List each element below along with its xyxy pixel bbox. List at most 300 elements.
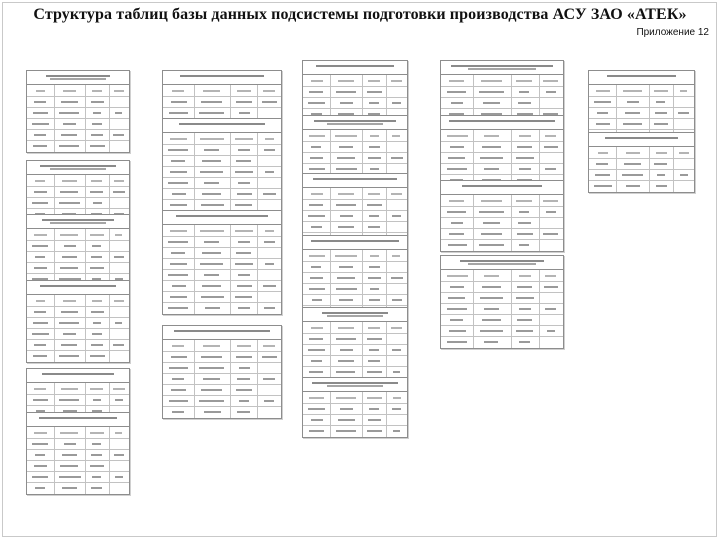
table-cell xyxy=(627,101,639,103)
table-cell xyxy=(204,149,219,151)
table-row-line xyxy=(303,163,407,164)
table-cell xyxy=(33,322,48,324)
table-cell xyxy=(64,443,76,445)
table-row-line xyxy=(163,155,281,156)
table-header-cell xyxy=(449,200,464,202)
table-row-line xyxy=(27,482,129,483)
table-row-line xyxy=(303,86,407,87)
table-header-cell xyxy=(481,80,502,82)
db-table-diagram xyxy=(302,377,408,438)
table-header-cell xyxy=(92,90,102,92)
table-column-line xyxy=(362,130,363,175)
table-cell xyxy=(115,112,122,114)
table-column-line xyxy=(539,75,540,120)
table-header-cell xyxy=(545,135,556,137)
table-cell xyxy=(517,319,532,321)
table-cell xyxy=(113,134,124,136)
table-cell xyxy=(114,256,124,258)
table-cell xyxy=(61,311,78,313)
table-cell xyxy=(171,252,185,254)
table-cell xyxy=(447,211,466,213)
table-column-line xyxy=(257,225,258,314)
table-cell xyxy=(59,355,79,357)
table-cell xyxy=(545,168,556,170)
table-row-line xyxy=(27,471,129,472)
table-column-line xyxy=(257,133,258,211)
table-cell xyxy=(392,102,401,104)
table-cell xyxy=(201,356,222,358)
table-row-line xyxy=(27,405,129,406)
table-header-cell xyxy=(172,345,184,347)
table-cell xyxy=(519,341,530,343)
table-row-line xyxy=(27,140,129,141)
table-cell xyxy=(200,263,223,265)
table-cell xyxy=(479,91,504,93)
table-row-line xyxy=(441,217,563,218)
table-cell xyxy=(34,311,46,313)
table-cell xyxy=(370,168,379,170)
table-column-line xyxy=(85,85,86,152)
table-row-line xyxy=(589,169,694,170)
table-cell xyxy=(482,319,501,321)
table-cell xyxy=(62,454,77,456)
table-row-line xyxy=(303,425,407,426)
table-cell xyxy=(63,333,76,335)
table-cell xyxy=(236,101,252,103)
table-row-line xyxy=(163,291,281,292)
table-header-cell xyxy=(114,300,124,302)
table-header-cell xyxy=(61,388,78,390)
table-cell xyxy=(172,378,184,380)
table-cell xyxy=(447,308,467,310)
table-cell xyxy=(61,101,78,103)
table-cell xyxy=(517,286,532,288)
document-title: Структура таблиц базы данных подсистемы подготовки производства АСУ ЗАО «АТЕК» xyxy=(33,6,687,23)
db-table-diagram xyxy=(440,115,564,187)
table-cell xyxy=(336,371,355,373)
table-cell xyxy=(517,233,533,235)
table-caption xyxy=(308,177,402,185)
table-cell xyxy=(370,288,379,290)
table-caption xyxy=(308,311,402,319)
table-cell xyxy=(597,112,608,114)
table-header-cell xyxy=(393,397,401,399)
table-header-cell xyxy=(63,90,76,92)
table-row-line xyxy=(441,281,563,282)
table-cell xyxy=(654,163,667,165)
table-caption xyxy=(594,74,689,82)
table-cell xyxy=(450,319,463,321)
table-header-cell xyxy=(309,397,324,399)
table-cell xyxy=(337,157,355,159)
table-row-line xyxy=(303,355,407,356)
table-header-cell xyxy=(34,234,47,236)
table-cell xyxy=(238,307,250,309)
table-row-line xyxy=(163,166,281,167)
table-column-line xyxy=(539,270,540,348)
table-cell xyxy=(239,367,250,369)
table-cell xyxy=(367,430,382,432)
table-cell xyxy=(368,277,381,279)
table-cell xyxy=(391,277,403,279)
table-cell xyxy=(519,91,529,93)
table-cell xyxy=(91,134,103,136)
table-header-cell xyxy=(311,80,323,82)
table-grid xyxy=(303,129,407,175)
table-row-line xyxy=(163,258,281,259)
table-cell xyxy=(480,330,503,332)
table-cell xyxy=(59,202,80,204)
table-header-cell xyxy=(309,135,325,137)
table-cell xyxy=(519,308,531,310)
table-cell xyxy=(339,299,353,301)
table-cell xyxy=(447,168,467,170)
table-cell xyxy=(595,174,610,176)
table-row-line xyxy=(441,336,563,337)
table-column-line xyxy=(330,392,331,437)
table-cell xyxy=(34,344,46,346)
table-cell xyxy=(34,101,46,103)
table-caption xyxy=(32,284,124,292)
table-cell xyxy=(367,338,382,340)
table-header-cell xyxy=(368,80,380,82)
table-cell xyxy=(32,123,49,125)
table-cell xyxy=(262,356,277,358)
table-cell xyxy=(309,168,325,170)
table-column-line xyxy=(194,225,195,314)
table-cell xyxy=(392,349,401,351)
table-row-line xyxy=(303,221,407,222)
table-cell xyxy=(199,367,224,369)
table-cell xyxy=(204,274,219,276)
table-grid xyxy=(441,74,563,120)
table-grid xyxy=(27,228,129,285)
table-row-line xyxy=(303,232,407,233)
table-header-cell xyxy=(338,80,354,82)
table-header-cell xyxy=(203,90,220,92)
table-cell xyxy=(169,112,188,114)
table-row-line xyxy=(27,197,129,198)
table-header-cell xyxy=(90,432,104,434)
table-row-line xyxy=(303,97,407,98)
table-cell xyxy=(204,182,219,184)
table-cell xyxy=(64,245,76,247)
table-cell xyxy=(204,241,219,243)
table-column-line xyxy=(362,392,363,437)
table-cell xyxy=(59,476,81,478)
table-cell xyxy=(308,408,325,410)
table-cell xyxy=(171,101,187,103)
table-cell xyxy=(338,226,354,228)
table-cell xyxy=(518,102,531,104)
table-row-line xyxy=(27,129,129,130)
table-header-cell xyxy=(34,432,47,434)
table-header-cell xyxy=(519,135,531,137)
table-column-line xyxy=(511,75,512,120)
table-header-cell xyxy=(335,135,357,137)
table-cell xyxy=(91,344,103,346)
table-cell xyxy=(265,263,274,265)
table-cell xyxy=(170,171,187,173)
table-cell xyxy=(90,355,105,357)
table-cell xyxy=(339,146,353,148)
table-cell xyxy=(205,307,220,309)
table-cell xyxy=(172,193,186,195)
table-cell xyxy=(516,157,534,159)
table-row-line xyxy=(27,262,129,263)
table-cell xyxy=(312,299,322,301)
table-header-cell xyxy=(368,327,380,329)
table-column-line xyxy=(194,133,195,211)
table-cell xyxy=(239,112,250,114)
table-row-line xyxy=(303,199,407,200)
table-row-line xyxy=(441,152,563,153)
table-row-line xyxy=(27,251,129,252)
table-cell xyxy=(236,356,252,358)
table-cell xyxy=(337,277,355,279)
table-cell xyxy=(309,91,323,93)
table-header-cell xyxy=(516,80,532,82)
table-cell xyxy=(115,322,122,324)
table-cell xyxy=(657,174,665,176)
table-cell xyxy=(90,145,105,147)
table-cell xyxy=(238,241,250,243)
table-column-line xyxy=(109,85,110,152)
table-cell xyxy=(91,487,102,489)
table-cell xyxy=(93,399,101,401)
table-cell xyxy=(32,333,49,335)
table-row-line xyxy=(27,339,129,340)
table-column-line xyxy=(539,195,540,251)
table-row-line xyxy=(27,240,129,241)
table-row-line xyxy=(589,96,694,97)
table-header-cell xyxy=(34,388,46,390)
table-cell xyxy=(596,123,610,125)
table-header-cell xyxy=(338,193,354,195)
table-cell xyxy=(391,157,403,159)
table-row-line xyxy=(303,108,407,109)
table-caption xyxy=(168,122,276,130)
table-cell xyxy=(308,102,325,104)
table-cell xyxy=(61,344,77,346)
table-column-line xyxy=(386,392,387,437)
table-cell xyxy=(309,430,324,432)
table-row-line xyxy=(303,272,407,273)
table-cell xyxy=(483,102,500,104)
table-row-line xyxy=(27,350,129,351)
table-cell xyxy=(480,157,503,159)
table-header-cell xyxy=(519,275,531,277)
table-row-line xyxy=(163,236,281,237)
table-cell xyxy=(60,465,78,467)
db-table-diagram xyxy=(440,60,564,121)
table-cell xyxy=(202,252,221,254)
table-column-line xyxy=(649,147,650,192)
table-cell xyxy=(59,145,79,147)
table-cell xyxy=(236,389,252,391)
table-row-line xyxy=(441,174,563,175)
table-cell xyxy=(263,285,276,287)
table-header-cell xyxy=(170,230,187,232)
table-cell xyxy=(32,443,48,445)
table-header-cell xyxy=(656,152,667,154)
table-cell xyxy=(482,146,501,148)
table-cell xyxy=(336,338,356,340)
table-caption xyxy=(308,64,402,72)
table-cell xyxy=(264,149,275,151)
table-column-line xyxy=(473,130,474,186)
table-cell xyxy=(93,322,101,324)
table-caption xyxy=(446,184,558,192)
table-cell xyxy=(480,297,503,299)
table-cell xyxy=(545,308,556,310)
table-row-line xyxy=(303,294,407,295)
table-row-line xyxy=(27,186,129,187)
table-cell xyxy=(34,267,47,269)
table-cell xyxy=(90,465,104,467)
table-cell xyxy=(338,419,355,421)
db-table-diagram xyxy=(162,118,282,212)
table-row-line xyxy=(589,118,694,119)
table-grid xyxy=(163,339,281,418)
table-cell xyxy=(62,487,77,489)
table-header-cell xyxy=(596,90,610,92)
table-column-line xyxy=(511,130,512,186)
table-cell xyxy=(544,286,558,288)
table-caption xyxy=(168,74,276,82)
table-cell xyxy=(60,191,78,193)
table-header-cell xyxy=(115,432,122,434)
table-cell xyxy=(369,146,380,148)
table-column-line xyxy=(473,75,474,120)
db-table-diagram xyxy=(26,280,130,363)
table-row-line xyxy=(163,144,281,145)
table-cell xyxy=(447,341,467,343)
table-cell xyxy=(199,400,224,402)
table-cell xyxy=(33,112,48,114)
db-table-diagram xyxy=(162,210,282,315)
table-header-cell xyxy=(516,200,532,202)
table-cell xyxy=(90,267,104,269)
table-cell xyxy=(484,341,498,343)
db-table-diagram xyxy=(26,70,130,153)
table-cell xyxy=(32,476,48,478)
table-row-line xyxy=(27,118,129,119)
table-cell xyxy=(264,307,275,309)
table-cell xyxy=(238,149,250,151)
table-header-cell xyxy=(113,388,125,390)
table-header-cell xyxy=(309,255,325,257)
table-cell xyxy=(368,360,380,362)
table-cell xyxy=(336,288,357,290)
table-cell xyxy=(311,266,321,268)
table-header-cell xyxy=(680,90,687,92)
table-cell xyxy=(393,371,400,373)
table-header-cell xyxy=(36,90,45,92)
table-cell xyxy=(236,252,251,254)
table-column-line xyxy=(673,147,674,192)
table-column-line xyxy=(54,427,55,494)
table-header-cell xyxy=(90,234,104,236)
table-cell xyxy=(546,91,556,93)
table-row-line xyxy=(27,438,129,439)
table-caption xyxy=(32,218,124,226)
table-row-line xyxy=(27,317,129,318)
table-row-line xyxy=(303,333,407,334)
table-cell xyxy=(367,204,382,206)
table-cell xyxy=(516,330,533,332)
table-cell xyxy=(311,146,321,148)
table-row-line xyxy=(303,366,407,367)
table-column-line xyxy=(54,295,55,362)
table-cell xyxy=(172,285,186,287)
table-cell xyxy=(450,286,464,288)
table-cell xyxy=(91,454,102,456)
table-header-cell xyxy=(679,152,689,154)
table-cell xyxy=(115,476,123,478)
table-cell xyxy=(479,211,504,213)
table-cell xyxy=(393,430,400,432)
table-cell xyxy=(170,296,187,298)
table-row-line xyxy=(163,269,281,270)
table-row-line xyxy=(163,280,281,281)
table-header-cell xyxy=(200,230,224,232)
table-cell xyxy=(451,222,463,224)
table-column-line xyxy=(54,229,55,285)
table-cell xyxy=(543,233,558,235)
table-caption xyxy=(168,329,276,337)
table-row-line xyxy=(163,247,281,248)
table-header-cell xyxy=(200,138,224,140)
table-cell xyxy=(202,193,221,195)
table-row-line xyxy=(163,362,281,363)
table-cell xyxy=(59,322,79,324)
table-cell xyxy=(624,163,641,165)
table-column-line xyxy=(616,147,617,192)
table-cell xyxy=(368,157,381,159)
table-header-cell xyxy=(63,300,76,302)
table-caption xyxy=(168,214,276,222)
table-header-cell xyxy=(545,275,556,277)
table-cell xyxy=(200,171,223,173)
table-cell xyxy=(656,185,667,187)
table-cell xyxy=(336,204,356,206)
table-cell xyxy=(168,241,188,243)
table-row-line xyxy=(303,283,407,284)
table-cell xyxy=(308,349,325,351)
table-caption xyxy=(308,239,402,247)
table-cell xyxy=(115,399,123,401)
table-cell xyxy=(113,344,124,346)
table-cell xyxy=(263,378,275,380)
table-header-cell xyxy=(114,180,124,182)
table-cell xyxy=(309,371,323,373)
table-cell xyxy=(340,102,353,104)
table-cell xyxy=(91,311,104,313)
table-row-line xyxy=(163,395,281,396)
table-grid xyxy=(163,224,281,314)
table-header-cell xyxy=(391,327,402,329)
table-cell xyxy=(238,182,250,184)
db-table-diagram xyxy=(302,235,408,318)
table-cell xyxy=(678,112,689,114)
table-column-line xyxy=(230,133,231,211)
table-cell xyxy=(170,204,187,206)
table-cell xyxy=(336,430,356,432)
table-cell xyxy=(34,465,47,467)
db-table-diagram xyxy=(26,412,130,495)
table-grid xyxy=(163,132,281,211)
